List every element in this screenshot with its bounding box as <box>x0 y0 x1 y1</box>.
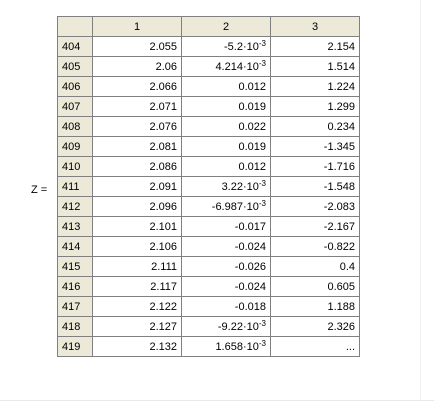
matrix-cell[interactable]: 2.154 <box>271 37 360 57</box>
matrix-cell[interactable]: 2.096 <box>93 197 182 217</box>
matrix-cell[interactable]: -1.716 <box>271 157 360 177</box>
matrix-cell[interactable]: 1.188 <box>271 297 360 317</box>
table-row <box>58 97 360 117</box>
matrix-cell[interactable]: 2.055 <box>93 37 182 57</box>
matrix-cell[interactable]: 2.071 <box>93 97 182 117</box>
row-header[interactable]: 404 <box>58 37 93 57</box>
table-row <box>58 197 360 217</box>
matrix-cell[interactable] <box>182 197 271 217</box>
matrix-cell[interactable]: -1.548 <box>271 177 360 197</box>
row-header[interactable]: 413 <box>58 217 93 237</box>
row-header[interactable]: 412 <box>58 197 93 217</box>
table-row <box>58 337 360 357</box>
matrix-cell[interactable]: 2.066 <box>93 77 182 97</box>
matrix-cell[interactable]: 0.022 <box>182 117 271 137</box>
matrix-cell[interactable]: 0.019 <box>182 97 271 117</box>
table-row <box>58 277 360 297</box>
row-header[interactable]: 417 <box>58 297 93 317</box>
cell-mantissa: 4.214·10 <box>215 60 259 73</box>
right-divider <box>420 0 421 400</box>
cell-exponent: -3 <box>258 38 266 48</box>
matrix-cell[interactable]: 1.224 <box>271 77 360 97</box>
matrix-cell[interactable]: -0.017 <box>182 217 271 237</box>
row-header[interactable]: 406 <box>58 77 93 97</box>
table-row <box>58 37 360 57</box>
table-row <box>58 317 360 337</box>
matrix-name: Z <box>31 184 38 196</box>
matrix-cell[interactable]: 0.012 <box>182 157 271 177</box>
matrix-label <box>31 184 47 196</box>
cell-mantissa: 3.22·10 <box>221 180 259 193</box>
corner-cell <box>58 17 93 37</box>
column-header[interactable]: 3 <box>271 17 360 37</box>
matrix-cell[interactable]: 2.06 <box>93 57 182 77</box>
column-header-row <box>58 17 360 37</box>
matrix-cell[interactable]: 2.086 <box>93 157 182 177</box>
matrix-cell[interactable]: 2.122 <box>93 297 182 317</box>
row-header[interactable]: 410 <box>58 157 93 177</box>
row-header[interactable]: 419 <box>58 337 93 357</box>
cell-exponent: -3 <box>258 178 266 188</box>
table-row <box>58 157 360 177</box>
table-row <box>58 297 360 317</box>
matrix-cell[interactable]: 1.299 <box>271 97 360 117</box>
matrix-cell[interactable]: 2.111 <box>93 257 182 277</box>
matrix-cell[interactable]: -0.024 <box>182 277 271 297</box>
row-header[interactable]: 407 <box>58 97 93 117</box>
matrix-cell[interactable]: 0.019 <box>182 137 271 157</box>
matrix-cell[interactable] <box>182 37 271 57</box>
cell-exponent: -3 <box>258 198 266 208</box>
matrix-cell[interactable]: 0.4 <box>271 257 360 277</box>
matrix-cell[interactable] <box>182 337 271 357</box>
matrix-cell[interactable]: -0.018 <box>182 297 271 317</box>
matrix-table[interactable] <box>57 16 360 357</box>
column-header[interactable]: 1 <box>93 17 182 37</box>
row-header[interactable]: 415 <box>58 257 93 277</box>
matrix-cell[interactable]: -2.083 <box>271 197 360 217</box>
row-header[interactable]: 409 <box>58 137 93 157</box>
matrix-cell[interactable]: 2.091 <box>93 177 182 197</box>
cell-mantissa: -6.987·10 <box>211 200 259 213</box>
matrix-cell[interactable] <box>182 57 271 77</box>
matrix-cell[interactable]: 2.117 <box>93 277 182 297</box>
matrix-cell[interactable]: 0.234 <box>271 117 360 137</box>
cell-mantissa: 1.658·10 <box>215 340 259 353</box>
matrix-cell[interactable]: 2.106 <box>93 237 182 257</box>
matrix-cell[interactable]: -0.822 <box>271 237 360 257</box>
cell-exponent: -3 <box>258 58 266 68</box>
matrix-cell[interactable]: 2.076 <box>93 117 182 137</box>
table-row <box>58 257 360 277</box>
bottom-divider <box>0 400 434 401</box>
matrix-body <box>58 37 360 357</box>
row-header[interactable]: 418 <box>58 317 93 337</box>
matrix-cell[interactable]: -2.167 <box>271 217 360 237</box>
matrix-cell[interactable]: ... <box>271 337 360 357</box>
matrix-cell[interactable]: 1.514 <box>271 57 360 77</box>
row-header[interactable]: 416 <box>58 277 93 297</box>
cell-exponent: -3 <box>258 318 266 328</box>
table-row <box>58 137 360 157</box>
matrix-cell[interactable]: 2.326 <box>271 317 360 337</box>
table-row <box>58 77 360 97</box>
cell-exponent: -3 <box>258 338 266 348</box>
matrix-equals: = <box>37 184 48 196</box>
row-header[interactable]: 414 <box>58 237 93 257</box>
matrix-cell[interactable]: -0.024 <box>182 237 271 257</box>
matrix-cell[interactable] <box>182 177 271 197</box>
matrix-cell[interactable]: 0.605 <box>271 277 360 297</box>
table-row <box>58 177 360 197</box>
row-header[interactable]: 408 <box>58 117 93 137</box>
table-row <box>58 117 360 137</box>
matrix-cell[interactable] <box>182 317 271 337</box>
row-header[interactable]: 405 <box>58 57 93 77</box>
matrix-cell[interactable]: 0.012 <box>182 77 271 97</box>
matrix-cell[interactable]: -1.345 <box>271 137 360 157</box>
matrix-cell[interactable]: -0.026 <box>182 257 271 277</box>
table-row <box>58 237 360 257</box>
row-header[interactable]: 411 <box>58 177 93 197</box>
column-header[interactable]: 2 <box>182 17 271 37</box>
matrix-cell[interactable]: 2.132 <box>93 337 182 357</box>
cell-mantissa: -9.22·10 <box>217 320 259 333</box>
cell-mantissa: -5.2·10 <box>224 40 259 53</box>
table-row <box>58 217 360 237</box>
matrix-cell[interactable]: 2.127 <box>93 317 182 337</box>
matrix-cell[interactable]: 2.081 <box>93 137 182 157</box>
matrix-cell[interactable]: 2.101 <box>93 217 182 237</box>
table-row <box>58 57 360 77</box>
